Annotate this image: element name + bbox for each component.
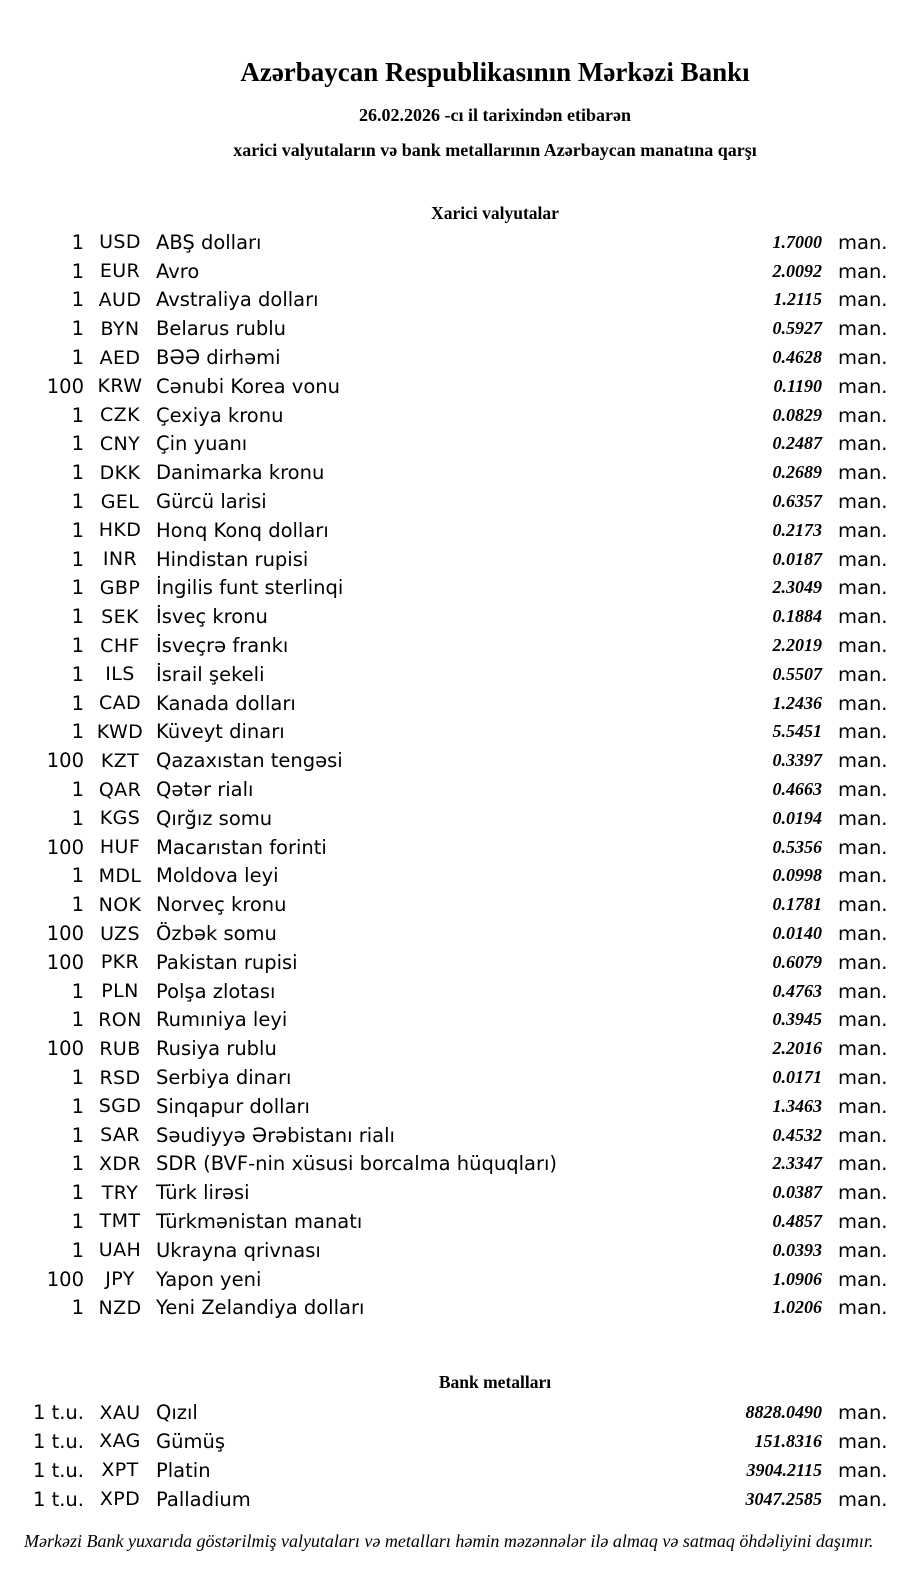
rate-value: 2.0092 [772, 260, 822, 281]
manat-unit-label: man. [838, 518, 888, 542]
manat-unit-label: man. [838, 374, 888, 398]
currency-code: HUF [99, 836, 141, 859]
unit-quantity: 1 [71, 634, 84, 658]
rate-value: 0.5507 [772, 663, 822, 684]
table-row [0, 660, 924, 689]
manat-unit-label: man. [838, 230, 888, 254]
currency-code: NZD [98, 1296, 142, 1319]
rate-value: 0.4763 [772, 980, 822, 1001]
currency-name: Hindistan rupisi [156, 547, 309, 571]
unit-quantity: 100 [46, 749, 84, 773]
unit-quantity: 100 [46, 922, 84, 946]
manat-unit-label: man. [838, 1037, 888, 1061]
currency-code: NOK [98, 893, 142, 916]
manat-unit-label: man. [838, 864, 888, 888]
table-row [0, 430, 924, 459]
currency-code: KWD [96, 720, 144, 743]
rate-value: 0.2689 [772, 462, 822, 483]
page-title: Azərbaycan Respublikasının Mərkəzi Bankı [240, 57, 750, 87]
rate-value: 0.4663 [772, 779, 822, 800]
unit-quantity: 1 [71, 1238, 84, 1262]
rate-value: 8828.0490 [745, 1402, 822, 1423]
unit-quantity: 100 [46, 1037, 84, 1061]
manat-unit-label: man. [838, 547, 888, 571]
currency-code: BYN [100, 317, 140, 340]
unit-quantity: 1 [71, 259, 84, 283]
unit-quantity: 100 [46, 950, 84, 974]
currency-name: Rumıniya leyi [156, 1008, 288, 1032]
rate-value: 151.8316 [754, 1430, 822, 1451]
currency-code: CZK [100, 404, 140, 427]
currency-name: Çexiya kronu [156, 403, 284, 427]
currency-name: Honq Konq dolları [156, 518, 329, 542]
currency-name: İngilis funt sterlinqi [156, 576, 344, 600]
currency-name: SDR (BVF-nin xüsusi borcalma hüquqları) [156, 1152, 558, 1176]
table-row [0, 919, 924, 948]
currency-name: Küveyt dinarı [156, 720, 285, 744]
manat-unit-label: man. [838, 1296, 888, 1320]
table-row [0, 804, 924, 833]
currency-code: RUB [99, 1037, 141, 1060]
table-row [0, 1034, 924, 1063]
unit-quantity: 1 [71, 662, 84, 686]
unit-quantity: 1 [71, 1152, 84, 1176]
unit-quantity: 1 [71, 1209, 84, 1233]
currency-name: Avstraliya dolları [156, 288, 319, 312]
rate-value: 0.0393 [772, 1239, 822, 1260]
rate-value: 0.1190 [773, 375, 822, 396]
rate-value: 0.1884 [772, 606, 822, 627]
manat-unit-label: man. [838, 1487, 888, 1511]
currency-name: Platin [156, 1458, 211, 1482]
rate-value: 0.6357 [772, 491, 822, 512]
currency-code: JPY [105, 1268, 135, 1291]
currency-code: INR [102, 548, 138, 571]
rate-value: 3047.2585 [745, 1488, 822, 1509]
table-row [0, 890, 924, 919]
table-row [0, 862, 924, 891]
rate-value: 0.5356 [772, 836, 822, 857]
table-row [0, 1485, 924, 1514]
currency-code: CAD [98, 692, 142, 715]
manat-unit-label: man. [838, 461, 888, 485]
table-row [0, 487, 924, 516]
unit-quantity: 1 t.u. [32, 1458, 84, 1482]
rate-value: 0.0171 [772, 1067, 822, 1087]
currency-code: QAR [98, 778, 142, 801]
rate-value: 0.0387 [772, 1182, 822, 1203]
table-row [0, 228, 924, 257]
manat-unit-label: man. [838, 1152, 888, 1176]
currency-code: MDL [98, 864, 142, 887]
currency-name: Serbiya dinarı [156, 1066, 292, 1089]
currency-name: Qətər rialı [156, 778, 254, 802]
manat-unit-label: man. [838, 691, 888, 715]
unit-quantity: 1 [71, 288, 84, 312]
unit-quantity: 1 [71, 864, 84, 888]
table-row [0, 718, 924, 747]
manat-unit-label: man. [838, 749, 888, 773]
rate-value: 3904.2115 [746, 1459, 822, 1480]
currency-code: PKR [100, 951, 140, 974]
currency-name: Gürcü larisi [156, 490, 267, 514]
currency-name: Danimarka kronu [156, 461, 325, 485]
currency-code: UZS [100, 922, 140, 945]
unit-quantity: 1 [71, 547, 84, 571]
manat-unit-label: man. [838, 979, 888, 1003]
subject-line: xarici valyutaların və bank metallarının Azərbaycan manatına qarşı [233, 140, 757, 160]
currency-code: HKD [98, 519, 142, 542]
unit-quantity: 100 [46, 1267, 84, 1291]
manat-unit-label: man. [838, 1458, 888, 1482]
currency-code: AED [99, 346, 141, 369]
currency-name: BƏƏ dirhəmi [156, 346, 281, 370]
rate-value: 0.0140 [772, 923, 822, 944]
unit-quantity: 100 [46, 835, 84, 859]
currency-name: İsveçrə frankı [156, 634, 289, 658]
currency-code: XPD [99, 1488, 141, 1511]
currency-name: Belarus rublu [156, 317, 287, 341]
table-row [0, 458, 924, 487]
rate-value: 1.3463 [772, 1095, 822, 1116]
currency-name: Türkmənistan manatı [156, 1209, 363, 1233]
unit-quantity: 1 t.u. [32, 1429, 84, 1453]
currency-name: Qırğız somu [156, 806, 273, 830]
section-title-bank-metals: Bank metalları [438, 1372, 552, 1393]
unit-quantity: 1 [71, 778, 84, 802]
table-row [0, 1092, 924, 1121]
rate-value: 0.0998 [772, 865, 822, 886]
unit-quantity: 1 [71, 490, 84, 514]
currency-code: UAH [98, 1239, 142, 1262]
table-row [0, 746, 924, 775]
manat-unit-label: man. [838, 317, 888, 341]
rate-value: 0.0187 [772, 548, 822, 569]
currency-name: Qızıl [156, 1401, 198, 1425]
manat-unit-label: man. [838, 1181, 888, 1205]
manat-unit-label: man. [838, 893, 888, 917]
table-row [0, 631, 924, 660]
currency-code: KGS [99, 807, 141, 830]
manat-unit-label: man. [838, 403, 888, 427]
unit-quantity: 1 [71, 1181, 84, 1205]
currency-rates-table [0, 228, 924, 1322]
currency-code: XDR [98, 1152, 142, 1175]
unit-quantity: 1 [71, 979, 84, 1003]
currency-code: RON [98, 1008, 142, 1031]
manat-unit-label: man. [838, 1094, 888, 1118]
currency-code: PLN [101, 980, 139, 1003]
unit-quantity: 1 [71, 518, 84, 542]
rate-value: 0.6079 [772, 951, 822, 972]
rate-value: 0.3945 [772, 1009, 822, 1030]
rate-value: 0.1781 [772, 894, 822, 915]
unit-quantity: 1 [71, 317, 84, 341]
currency-code: RSD [99, 1066, 141, 1089]
rate-value: 0.5927 [772, 318, 822, 339]
currency-name: Pakistan rupisi [156, 950, 298, 974]
manat-unit-label: man. [838, 1401, 888, 1425]
currency-name: Moldova leyi [156, 864, 279, 888]
rate-value: 5.5451 [772, 721, 822, 742]
table-row [0, 257, 924, 286]
table-row [0, 1006, 924, 1035]
currency-name: Səudiyyə Ərəbistanı rialı [156, 1123, 395, 1147]
disclaimer-note: Mərkəzi Bank yuxarıda göstərilmiş valyutaları və metalları həmin məzənnələr ilə almaq və satmaq öhdəliyini daşımır. [24, 1531, 874, 1552]
table-row [0, 1150, 924, 1179]
manat-unit-label: man. [838, 1429, 888, 1453]
manat-unit-label: man. [838, 720, 888, 744]
currency-name: Özbək somu [156, 922, 277, 946]
rate-value: 0.0829 [772, 404, 822, 425]
table-row [0, 1293, 924, 1322]
rate-value: 1.2436 [772, 692, 822, 713]
rate-value: 0.4857 [772, 1210, 822, 1231]
unit-quantity: 1 [71, 230, 84, 254]
table-row [0, 833, 924, 862]
effective-date-line: 26.02.2026 -cı il tarixindən etibarən [359, 105, 631, 125]
rate-value: 0.3397 [772, 750, 822, 771]
currency-code: USD [99, 231, 141, 254]
unit-quantity: 1 [71, 576, 84, 600]
table-row [0, 574, 924, 603]
unit-quantity: 1 t.u. [32, 1401, 84, 1425]
table-row [0, 1398, 924, 1427]
manat-unit-label: man. [838, 288, 888, 312]
currency-code: KRW [97, 375, 143, 398]
rate-value: 2.3049 [772, 577, 822, 598]
rate-value: 1.0206 [772, 1297, 822, 1318]
manat-unit-label: man. [838, 576, 888, 600]
currency-code: EUR [99, 260, 141, 283]
unit-quantity: 100 [46, 374, 84, 398]
currency-code: CNY [99, 432, 141, 455]
unit-quantity: 1 [71, 461, 84, 485]
rate-value: 0.2487 [772, 433, 822, 454]
currency-name: Palladium [156, 1487, 251, 1511]
unit-quantity: 1 [71, 720, 84, 744]
currency-name: Yapon yeni [156, 1267, 262, 1291]
manat-unit-label: man. [838, 1066, 888, 1089]
currency-code: SEK [101, 605, 139, 628]
currency-name: Yeni Zelandiya dolları [156, 1296, 365, 1320]
table-row [0, 602, 924, 631]
currency-name: ABŞ dolları [156, 230, 262, 254]
currency-code: DKK [99, 461, 141, 484]
manat-unit-label: man. [838, 922, 888, 946]
unit-quantity: 1 [71, 605, 84, 629]
manat-unit-label: man. [838, 1209, 888, 1233]
currency-name: Ukrayna qrivnası [156, 1238, 321, 1262]
currency-name: Cənubi Korea vonu [156, 374, 340, 398]
manat-unit-label: man. [838, 605, 888, 629]
table-row [0, 372, 924, 401]
unit-quantity: 1 [71, 1296, 84, 1320]
rate-value: 0.4532 [772, 1124, 822, 1145]
metal-rates-table [0, 1398, 924, 1513]
unit-quantity: 1 t.u. [32, 1487, 84, 1511]
currency-code: KZT [100, 749, 140, 772]
currency-name: Türk lirəsi [156, 1181, 250, 1205]
manat-unit-label: man. [838, 806, 888, 830]
currency-name: Rusiya rublu [156, 1037, 277, 1061]
table-row [0, 545, 924, 574]
currency-code: TRY [101, 1181, 139, 1204]
table-row [0, 948, 924, 977]
currency-code: XAU [99, 1401, 141, 1424]
currency-name: Norveç kronu [156, 893, 287, 917]
rate-value: 0.4628 [772, 347, 822, 368]
currency-code: ILS [105, 663, 135, 686]
table-row [0, 689, 924, 718]
currency-code: CHF [100, 634, 140, 657]
rate-value: 2.3347 [772, 1153, 822, 1174]
currency-code: AUD [98, 288, 142, 311]
currency-code: TMT [99, 1210, 141, 1233]
section-title-foreign-currencies: Xarici valyutalar [431, 203, 559, 223]
currency-name: Gümüş [156, 1429, 225, 1453]
rate-value: 1.0906 [772, 1268, 822, 1289]
table-row [0, 1063, 924, 1092]
manat-unit-label: man. [838, 634, 888, 658]
currency-name: İsrail şekeli [156, 662, 265, 686]
table-row [0, 1178, 924, 1207]
unit-quantity: 1 [71, 691, 84, 715]
currency-name: Macarıstan forinti [156, 835, 327, 859]
currency-code: SAR [100, 1124, 140, 1147]
unit-quantity: 1 [71, 806, 84, 830]
unit-quantity: 1 [71, 432, 84, 456]
currency-name: Polşa zlotası [156, 979, 276, 1003]
manat-unit-label: man. [838, 432, 888, 456]
manat-unit-label: man. [838, 835, 888, 859]
unit-quantity: 1 [71, 1094, 84, 1118]
currency-code: GEL [100, 490, 140, 513]
manat-unit-label: man. [838, 778, 888, 802]
currency-name: Qazaxıstan tengəsi [156, 749, 343, 773]
table-row [0, 286, 924, 315]
unit-quantity: 1 [71, 1066, 84, 1089]
rate-value: 0.2173 [772, 519, 822, 540]
table-row [0, 516, 924, 545]
manat-unit-label: man. [838, 662, 888, 686]
rate-value: 1.7000 [772, 231, 822, 252]
currency-code: SGD [98, 1095, 142, 1118]
currency-code: XPT [101, 1459, 139, 1482]
unit-quantity: 1 [71, 403, 84, 427]
table-row [0, 1121, 924, 1150]
unit-quantity: 1 [71, 346, 84, 370]
table-row [0, 977, 924, 1006]
unit-quantity: 1 [71, 893, 84, 917]
table-row [0, 1236, 924, 1265]
currency-name: Sinqapur dolları [156, 1094, 310, 1118]
manat-unit-label: man. [838, 259, 888, 283]
table-row [0, 314, 924, 343]
currency-code: XAG [99, 1430, 141, 1453]
table-row [0, 1456, 924, 1485]
table-row [0, 1207, 924, 1236]
manat-unit-label: man. [838, 1123, 888, 1147]
table-row [0, 401, 924, 430]
manat-unit-label: man. [838, 1008, 888, 1032]
table-row [0, 1427, 924, 1456]
manat-unit-label: man. [838, 1267, 888, 1291]
currency-name: Çin yuanı [156, 432, 248, 456]
unit-quantity: 1 [71, 1123, 84, 1147]
rate-value: 2.2016 [772, 1038, 822, 1059]
currency-code: GBP [99, 576, 141, 599]
manat-unit-label: man. [838, 490, 888, 514]
rate-value: 0.0194 [772, 807, 822, 828]
rate-value: 1.2115 [773, 289, 822, 310]
manat-unit-label: man. [838, 346, 888, 370]
manat-unit-label: man. [838, 950, 888, 974]
manat-unit-label: man. [838, 1238, 888, 1262]
unit-quantity: 1 [71, 1008, 84, 1032]
table-row [0, 775, 924, 804]
table-row [0, 343, 924, 372]
rate-value: 2.2019 [772, 635, 822, 656]
currency-name: Kanada dolları [156, 691, 296, 715]
currency-name: İsveç kronu [156, 605, 268, 629]
table-row [0, 1265, 924, 1294]
currency-name: Avro [156, 259, 200, 283]
